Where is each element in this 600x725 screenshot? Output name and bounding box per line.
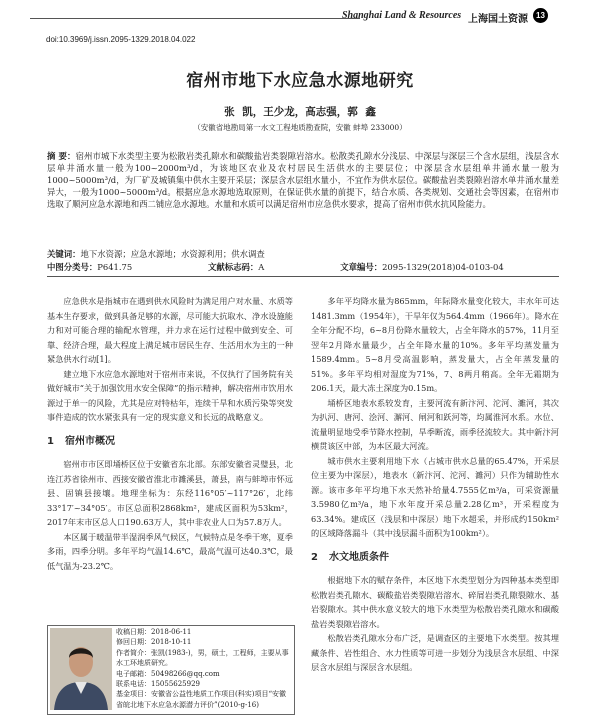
section-title: 水文地质条件 (329, 551, 389, 563)
clc-label: 中图分类号： (47, 262, 98, 272)
affiliation: （安徽省地勘局第一水文工程地质勘查院，安徽 蚌埠 233000） (193, 123, 407, 132)
email: 电子邮箱：50498266@qq.com (116, 669, 220, 678)
phone: 联系电话：15055625929 (116, 680, 200, 689)
author-info-text (116, 627, 291, 710)
section-number: 2 (311, 551, 318, 563)
clc-value: P641.75 (97, 262, 133, 272)
keywords-label: 关键词： (47, 249, 81, 259)
abstract-label: 摘 要： (47, 151, 76, 161)
article-title: 宿州市地下水应急水源地研究 (186, 71, 414, 91)
journal-name-cn: 上海国土资源 (468, 14, 528, 25)
doi: doi:10.3969/j.issn.2095-1329.2018.04.022 (46, 35, 196, 44)
journal-name: Shanghai Land & Resources (342, 10, 462, 21)
doc-code-value: A (258, 262, 265, 272)
abstract-text: 宿州市城下水类型主要为松散岩类孔隙水和碳酸盐岩类裂隙岩溶水。松散类孔隙水分浅层、中深层与深层三个含水层组，浅层含水层单井涌水量一般为100~2000m³/d，为该地区农业及农村居民生活供水的主要层位；中深层含水层组单井涌水量一般为1000~5000m³/d，为厂矿及城镇集中供水主要开采层；深层含水层组水量小，不宜作为供水层位。碳酸盐岩类裂隙岩溶水单井涌水量差异大，一般为1000~5000m³/d。根据应急水源地选取原则，在保证供水量的前提下，结合水质、各类规划、交通社会等因素，在宿州市选取了顺河应急水源地和西二铺应急水源地。水量和水质可以满足宿州市应急供水要求，提高了宿州市供水抗风险能力。 (47, 151, 559, 209)
page-number-badge: 13 (533, 8, 548, 23)
paragraph: 多年平均降水量为865mm，年际降水量变化较大，丰水年可达1481.3mm（1954年），干旱年仅为564.4mm（1966年）。降水在全年分配不均，6~8月份降水量较大，占全年降水的57%，11月至翌年2月降水量最少，占全年降水量的10%。多年平均蒸发量为1589.4mm。5~8月受高温影响，蒸发量大，占全年蒸发量的51%。多年平均相对湿度为71%，7、8两月稍高。全年无霜期为206.1天，最大冻土深度为0.15m。 (311, 296, 559, 393)
paragraph: 松散岩类孔隙水分布广泛，是调查区的主要地下水类型。按其埋藏条件、岩性组合、水力性质等可进一步划分为浅层含水层组、中深层含水层组与深层含水层组。 (311, 633, 559, 672)
paragraph: 建立地下水应急水源地对于宿州市来说，不仅执行了国务院有关做好城市“关于加强饮用水安全保障”的指示精神，解决宿州市饮用水源过于单一的风险，尤其是应对特枯年，连续干旱和水质污染等突发事件造成的饮水紧张具有一定的现实意义和长远的战略意义。 (47, 368, 293, 422)
paragraph: 应急供水是指城市在遇到供水风险时为满足用户对水量、水质等基本生存要求，做到具备足够的水源，尽可能大抗取水、净水设施能力和对可能合理的输配水管理，并力求在运行过程中做到安全、可靠、经济合理，最大程度上满足城市居民生存、生活用水为主的一种紧急供水行动[1]。 (47, 296, 293, 364)
paragraph: 埇桥区地表水系较发育，主要河流有新汴河、沱河、濉河，其次为扒河、唐河、浍河、澥河、闸河和跃河等，均属淮河水系。水位、流量明显地受季节降水控制，旱季断流，雨季径流较大。其中新汴河横贯该区中部，为本区最大河流。 (311, 397, 559, 451)
section-heading-2 (311, 551, 559, 566)
paragraph: 城市供水主要利用地下水（占城市供水总量的65.47%，开采层位主要为中深层），地表水（新汴河、沱河、濉河）只作为辅助性水源。该市多年平均地下水天然补给量4.7555亿m³/a，可采资源量3.5980亿m³/a，地下水年度开采总量2.28亿m³，开采程度为63.34%。建成区（浅层和中深层）地下水超采，并形成约150km²的区域降落漏斗（其中浅层漏斗面积为100km²）。 (311, 455, 559, 538)
revised-date: 修回日期：2018-10-11 (116, 638, 192, 647)
authors: 张 凯，王少龙，高志强，郭 鑫 (224, 106, 376, 118)
section-title: 宿州市概况 (65, 435, 115, 447)
abstract-rule (47, 276, 559, 277)
paragraph: 宿州市市区即埇桥区位于安徽省东北部。东部安徽省灵璧县，北连江苏省徐州市、西接安徽省淮北市濉溪县，萧县，南与蚌埠市怀远县、固镇县接壤。地理坐标为：东经116°05′~117°26′，北纬33°17′~34°05′。市区总面积2868km²，建成区面积为53km²，2017年末市区总人口190.63万人，其中非农业人口为57.8万人。 (47, 459, 293, 527)
right-column (311, 294, 559, 675)
article-no-value: 2095-1329(2018)04-0103-04 (382, 262, 504, 272)
author-bio: 作者简介：张凯(1983-)，男，硕士，工程师，主要从事水工环地质研究。 (116, 648, 289, 668)
left-column (47, 294, 293, 573)
received-date: 收稿日期：2018-06-11 (116, 628, 192, 636)
author-portrait-icon (50, 628, 112, 710)
header-rule (30, 18, 360, 19)
keywords-text: 地下水资源；应急水源地；水资源利用；供水调查 (80, 249, 265, 259)
article-no-label: 文章编号： (340, 262, 383, 272)
classification-row (47, 261, 559, 273)
paragraph: 本区属于暖温带半湿润季风气候区，气候特点是冬季干寒，夏季多雨，四季分明。多年平均气温14.6℃，最高气温可达40.3℃，最低气温为-23.2℃。 (47, 531, 293, 571)
author-photo (50, 628, 112, 710)
paragraph: 根据地下水的赋存条件，本区地下水类型划分为四种基本类型即松散岩类孔隙水、碳酸盐岩类裂隙岩溶水、碎屑岩类孔隙裂隙水、基岩裂隙水。其中供水意义较大的地下水类型为松散岩类孔隙水和碳酸盐岩类裂隙岩溶水。 (311, 575, 559, 629)
section-number: 1 (47, 435, 54, 447)
fund: 基金项目：安徽省公益性地质工作项目(科实)项目“安徽省皖北地下水应急水源潜力评价”(2010-g-16) (116, 690, 287, 709)
keywords (47, 248, 559, 260)
section-heading-1 (47, 435, 293, 450)
abstract (47, 150, 559, 210)
doc-code-label: 文献标志码： (208, 262, 259, 272)
